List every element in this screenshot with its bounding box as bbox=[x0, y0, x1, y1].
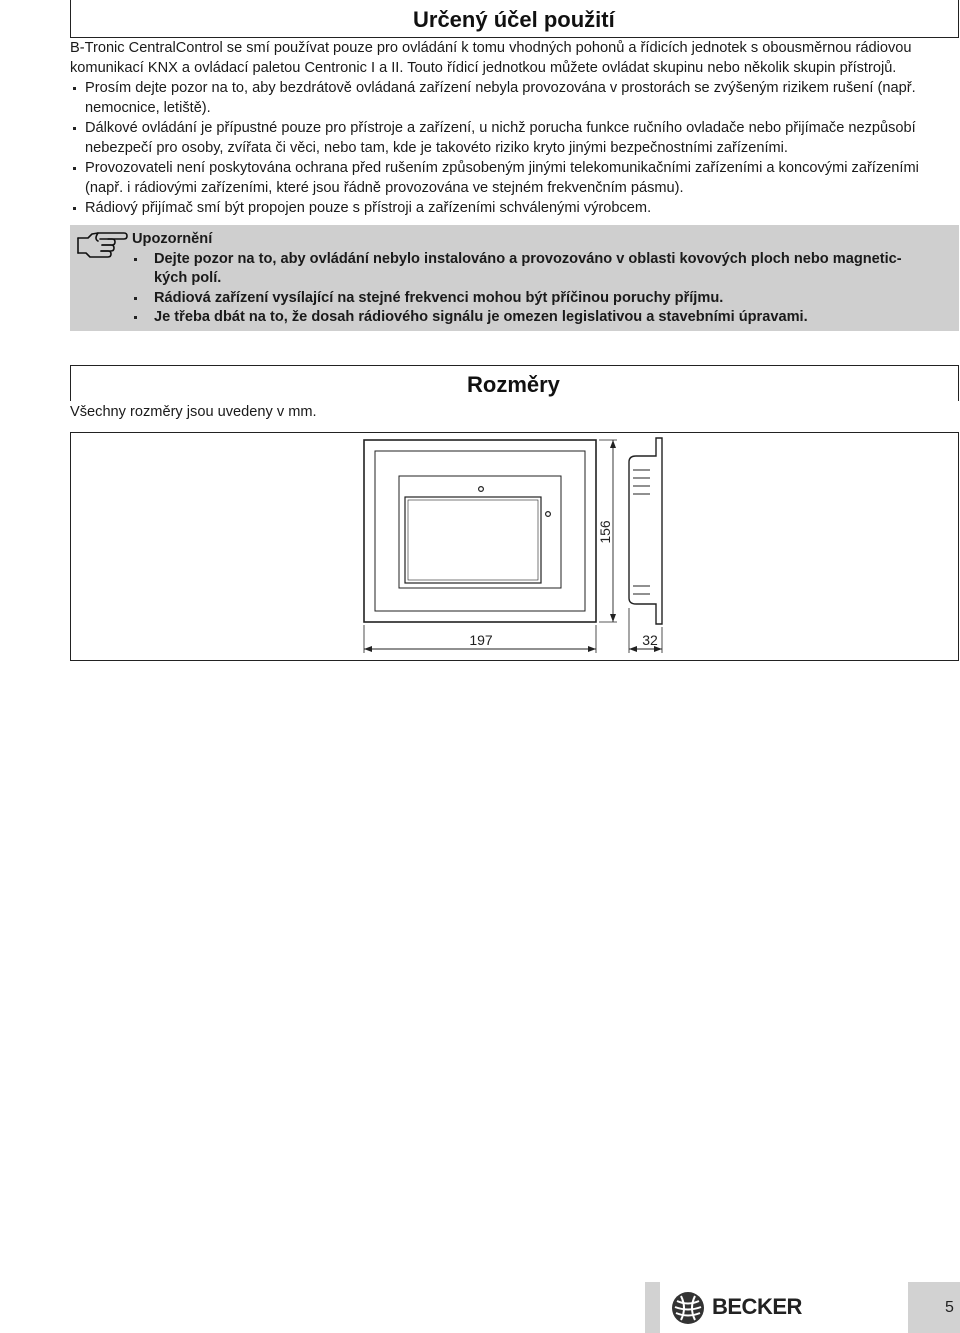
note-heading: Upozornění bbox=[132, 231, 213, 247]
list-item-text: (např. i rádiovými zařízeními, které jsou řádně provozována ve stejném frekvenčním pásmu). bbox=[85, 179, 684, 196]
device-bezel-inner bbox=[399, 476, 561, 588]
becker-logo-icon bbox=[671, 1291, 705, 1325]
intro-line: B-Tronic CentralControl se smí používat pouze pro ovládání k tomu vhodných pohonů a řídicích jednotek s obousměrnou rádiovou bbox=[70, 40, 912, 56]
list-item-text: Dejte pozor na to, aby ovládání nebylo instalováno a provozováno v oblasti kovových ploch nebo magnetic- bbox=[154, 250, 902, 267]
device-screen-inner bbox=[408, 500, 538, 580]
depth-label: 32 bbox=[642, 632, 658, 648]
list-item-text: Rádiový přijímač smí být propojen pouze s přístroji a zařízeními schválenými výrobcem. bbox=[85, 200, 652, 216]
led-indicator bbox=[479, 487, 484, 492]
intro-line: komunikací KNX a ovládací paletou Centronic I a II. Touto řídicí jednotkou můžete ovládat skupinu nebo několik skupin přístrojů. bbox=[70, 59, 897, 76]
height-label: 156 bbox=[597, 520, 613, 544]
list-item-text: Rádiová zařízení vysílající na stejné frekvenci mohou být příčinou poruchy příjmu. bbox=[154, 289, 724, 306]
list-item-text: Provozovateli není poskytována ochrana před rušením způsobeným jinými telekomunikačními zařízeními a koncovými zařízeními bbox=[85, 160, 919, 176]
list-item-text: Prosím dejte pozor na to, aby bezdrátově ovládaná zařízení nebyla provozována v prostorách se zvýšeným rizikem rušení (např. bbox=[85, 80, 916, 96]
list-item-text: kých polí. bbox=[154, 270, 222, 286]
list-item-text: Je třeba dbát na to, že dosah rádiového signálu je omezen legislativou a stavebními úpravami. bbox=[154, 309, 808, 325]
side-view-body bbox=[629, 438, 662, 624]
width-label: 197 bbox=[469, 632, 493, 648]
dimensions-subtitle: Všechny rozměry jsou uvedeny v mm. bbox=[70, 404, 317, 420]
section-title-intended-use: Určený účel použití bbox=[413, 7, 615, 32]
page-number: 5 bbox=[945, 1299, 954, 1316]
list-item-text: nebezpečí pro osoby, zvířata či věci, nebo tam, kde je takovéto riziko kryto jinými bezpečnostními zařízeními. bbox=[85, 139, 788, 156]
device-bezel bbox=[375, 451, 585, 611]
section-title-dimensions: Rozměry bbox=[467, 372, 560, 397]
brand-name: BECKER bbox=[712, 1294, 802, 1319]
list-item-text: nemocnice, letiště). bbox=[85, 99, 211, 116]
button-indicator bbox=[546, 512, 551, 517]
device-screen bbox=[405, 497, 541, 583]
list-item-text: Dálkové ovládání je přípustné pouze pro přístroje a zařízení, u nichž porucha funkce ručního ovladače nebo přijímače nezpůsobí bbox=[85, 120, 916, 136]
